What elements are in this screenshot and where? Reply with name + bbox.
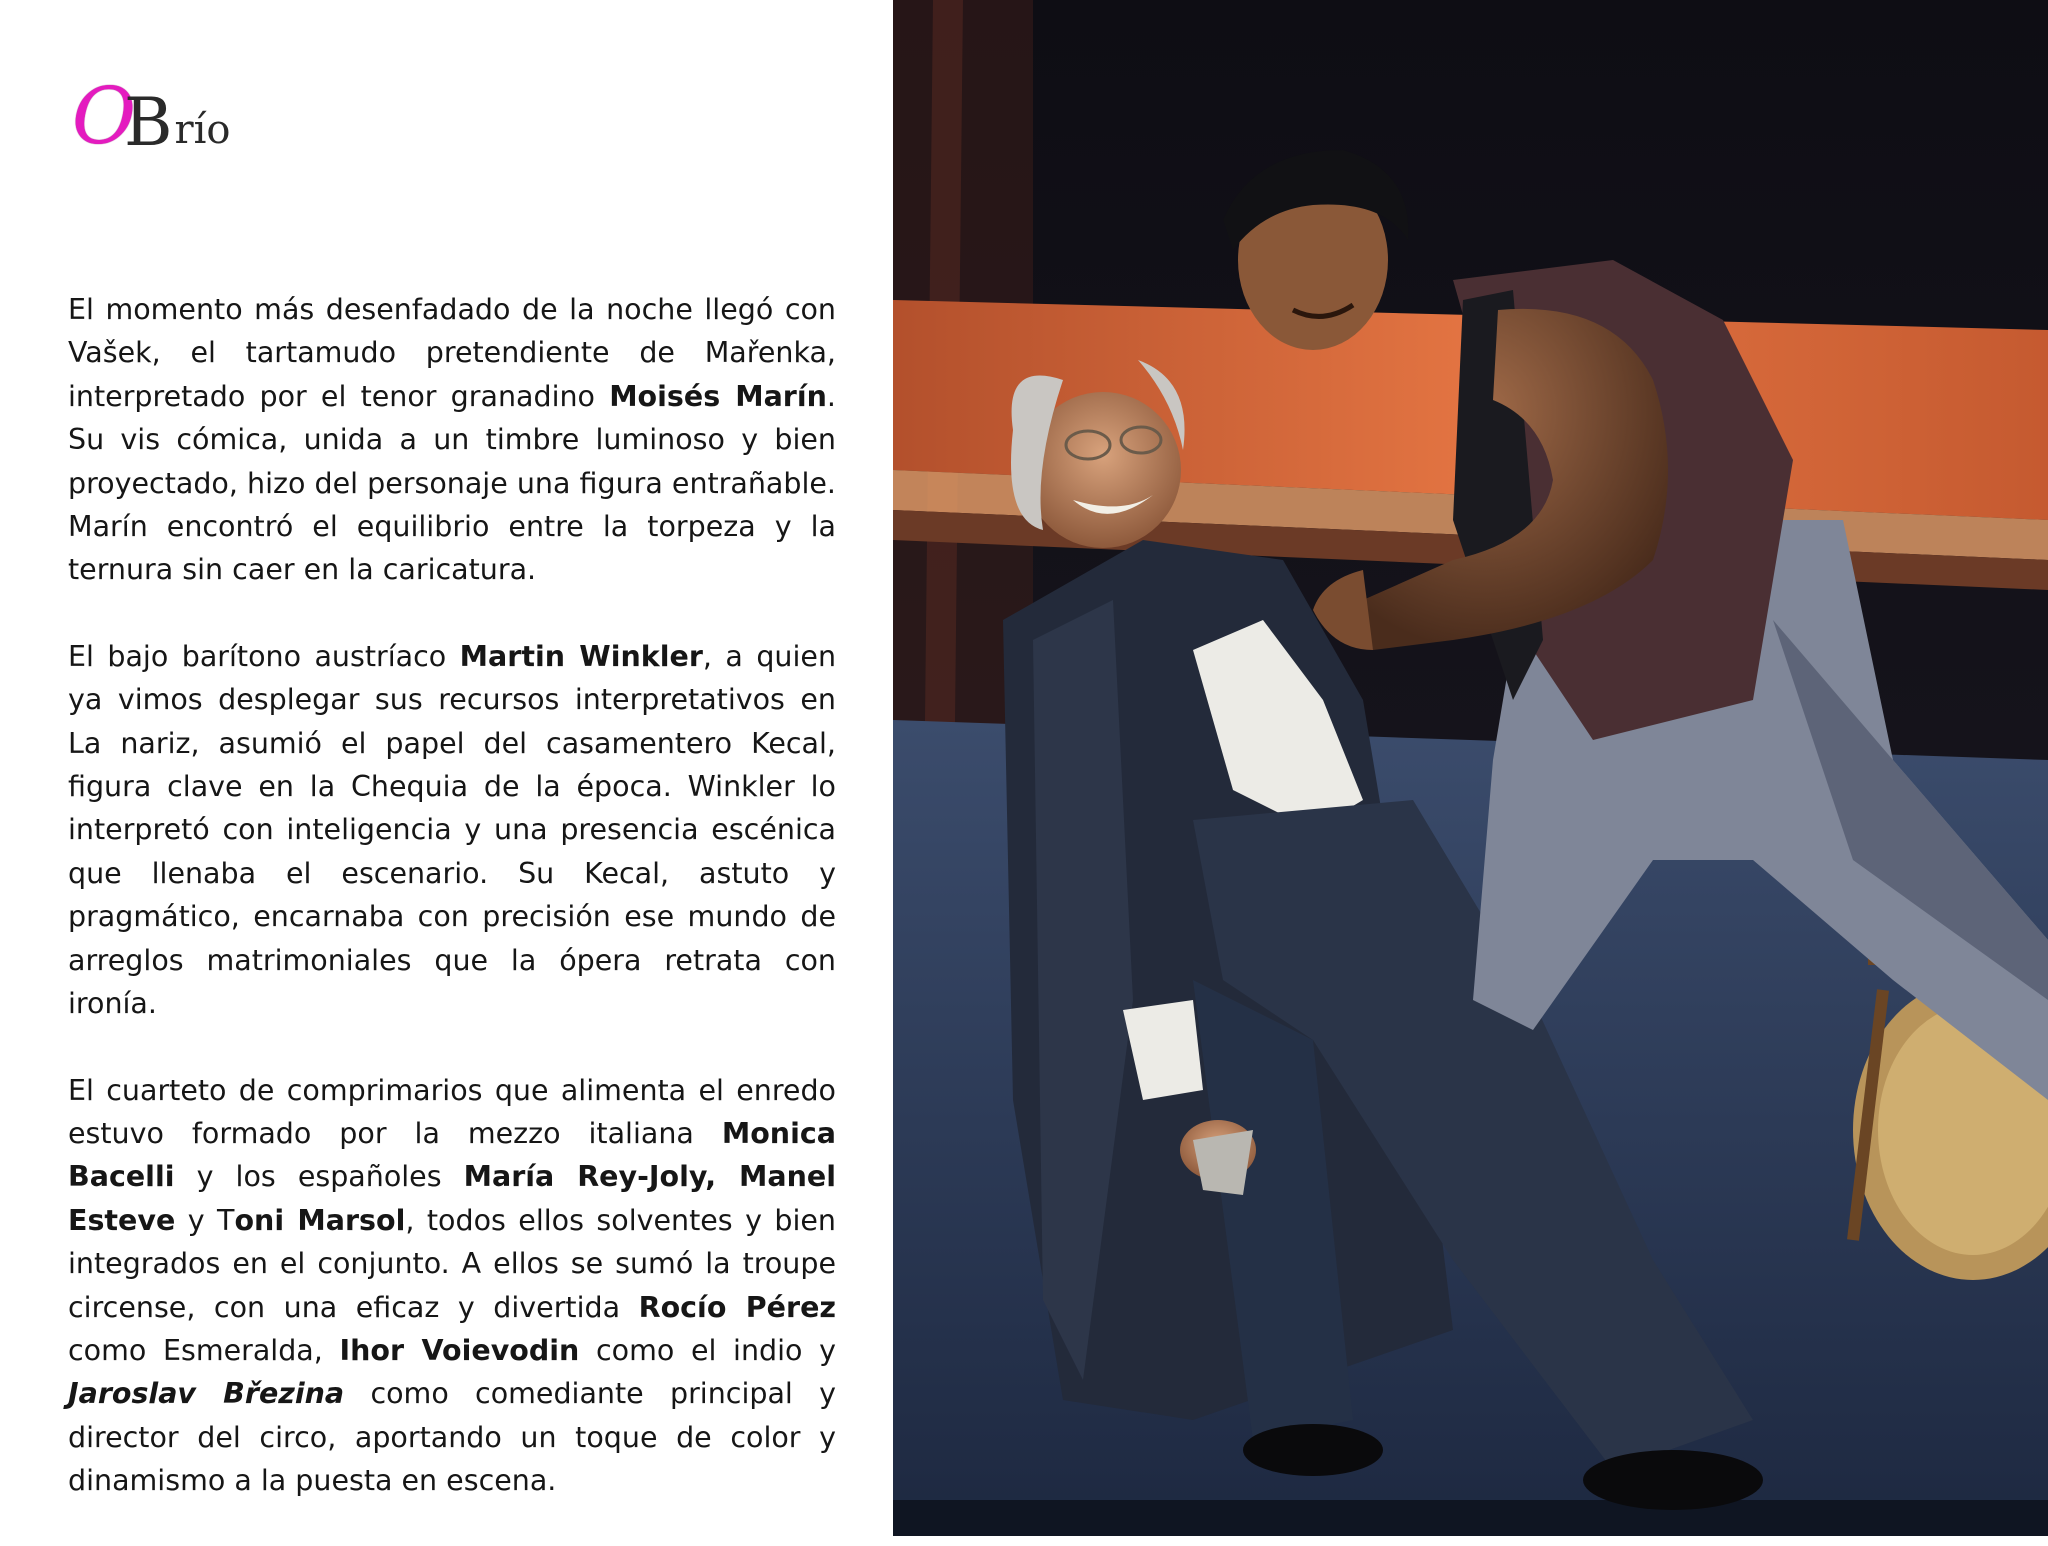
paragraph-text: El momento más desenfadado de la noche llegó con Vašek, el tartamudo pretendiente de Mařenka, interpretado por el tenor granadino bbox=[68, 293, 836, 413]
performer-name: Monica Bacelli bbox=[68, 1116, 836, 1194]
paragraph-text: como el indio y bbox=[579, 1333, 836, 1367]
paragraph-text: y los españoles bbox=[174, 1160, 464, 1194]
performer-name: María Rey-Joly, Manel Esteve bbox=[68, 1160, 836, 1237]
paragraph-text: , a quien ya vimos desplegar sus recursos interpretativos en La nariz, asumió el papel del casamentero Kecal, figura clave en la Chequia de la época. Winkler lo interpretó con inteligencia y una presencia escénica que llenaba el escenario. Su Kecal, astuto y pragmático, encarnaba con precisión ese mundo de arreglos matrimoniales que la ópera retrata con ironía. bbox=[68, 639, 837, 1021]
paragraph-text: como Esmeralda, bbox=[68, 1333, 340, 1367]
text-page bbox=[0, 0, 893, 1536]
performer-name: Rocío Pérez bbox=[638, 1290, 836, 1324]
paragraph-text: . Su vis cómica, unida a un timbre luminoso y bien proyectado, hizo del personaje una figura entrañable. Marín encontró el equilibrio entre la torpeza y la ternura sin caer en la caricatura. bbox=[68, 379, 836, 587]
paragraph-text: , todos ellos solventes y bien integrados en el conjunto. A ellos se sumó la troupe circense, con una eficaz y divertida bbox=[68, 1203, 836, 1324]
paragraph-vasek bbox=[68, 288, 836, 592]
paragraph-text: El bajo barítono austríaco bbox=[68, 639, 460, 673]
logo-letter-b: B bbox=[123, 84, 173, 161]
performer-name: Ihor Voievodin bbox=[339, 1333, 580, 1367]
performer-name: oni Marsol bbox=[234, 1203, 406, 1237]
obrio-logo bbox=[72, 66, 231, 162]
paragraph-text: y T bbox=[175, 1203, 235, 1237]
stage-photo-illustration bbox=[893, 0, 2048, 1536]
performer-name: Jaroslav Březina bbox=[68, 1377, 345, 1411]
paragraph-kecal bbox=[68, 635, 836, 1026]
logo-letter-o: O bbox=[72, 72, 136, 162]
paragraph-comprimarios bbox=[68, 1069, 836, 1503]
opera-scene-photo bbox=[893, 0, 2048, 1536]
logo-wordmark-rest: río bbox=[174, 107, 231, 153]
performer-name: Moisés Marín bbox=[609, 379, 827, 413]
paragraph-text: como comediante principal y director del circo, aportando un toque de color y dinamismo a la puesta en escena. bbox=[68, 1377, 836, 1498]
article-body bbox=[68, 288, 836, 1546]
performer-name: Martin Winkler bbox=[459, 639, 703, 673]
paragraph-text: El cuarteto de comprimarios que alimenta el enredo estuvo formado por la mezzo italiana bbox=[68, 1073, 836, 1150]
